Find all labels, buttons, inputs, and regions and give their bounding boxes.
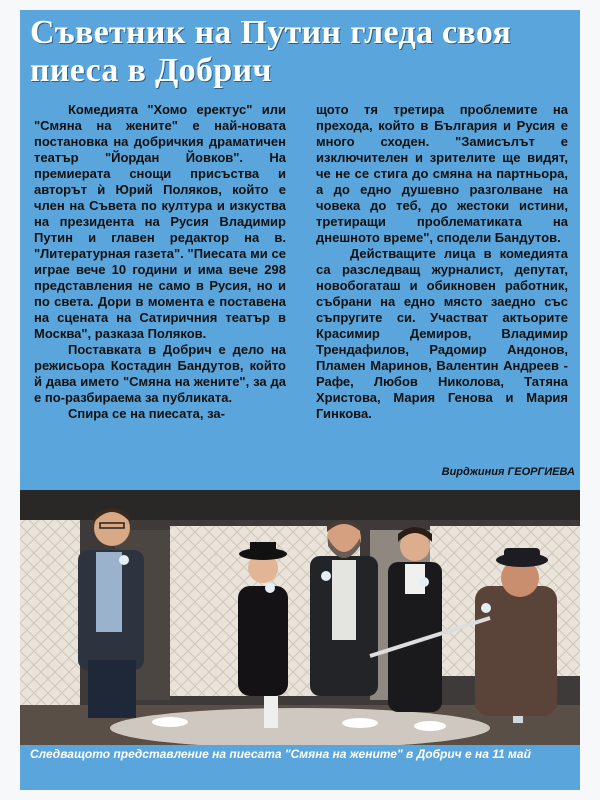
paragraph: Комедията "Хомо еректус" или "Смяна на жените" е най-новата постановка на добричкия драматичен театър "Йордан Йовков". На премиерата снощи присъства и авторът ѝ Юрий Поляков, който е член на Съвета по култура и изкуства на президента на Русия Владимир Путин и главен редактор на в. "Литературная газета". "Пиесата ми се играе вече 10 години и има вече 298 представления не само в Русия, но и по света. Дори в момента е поставена на сцената на Сатиричния театър в Москва", разказа Поляков.: [34, 102, 286, 341]
stage-photo: [20, 490, 580, 745]
article-column-right: [316, 102, 568, 422]
photo-caption: Следващото представление на пиесата "Смяна на жените" в Добрич е на 11 май: [30, 747, 531, 761]
paragraph: Поставката в Добрич е дело на режисьора Костадин Бандутов, който й дава името "Смяна на жените", за да е по-разбираема за публиката.: [34, 342, 286, 405]
paragraph: Спира се на пиесата, за-: [68, 406, 225, 421]
paragraph: Действащите лица в комедията са разследващ журналист, депутат, новобогаташ и обикновен работник, събрани на едно място заедно със съпругите си. Участват актьорите Красимир Демиров, Владимир Трендафилов, Радомир Андонов, Пламен Маринов, Валентин Андреев - Рафе, Любов Николова, Татяна Христова, Мария Генова и Мария Гинкова.: [316, 246, 568, 421]
author-byline: Вирджиния ГЕОРГИЕВА: [441, 466, 575, 478]
wallpaper-left: [20, 520, 80, 710]
headline: Съветник на Путин гледа своя пиеса в Добрич: [30, 14, 512, 89]
paragraph: щото тя третира проблемите на прехода, който в България и Русия е много сходен. "Замисълът е изключителен и зрителите ще видят, че не се стига до смяна на партньора, а до едно душевно разголване на човека до теб, до жестоки истини, третиращи проблематиката на днешното време", сподели Бандутов.: [316, 102, 568, 245]
article-column-left: [34, 102, 286, 422]
